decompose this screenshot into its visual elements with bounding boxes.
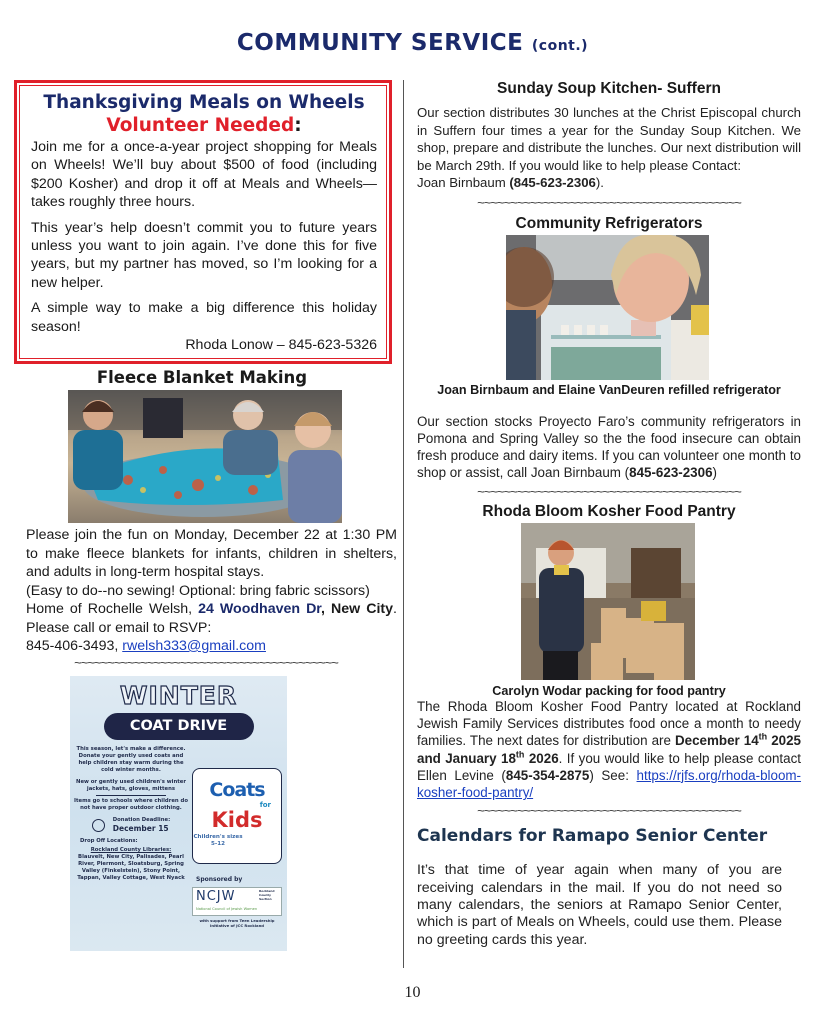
pantry-text: The Rhoda Bloom Kosher Food Pantry located at Rockland Jewish Family Services distributes food once a month to needy families. The next dates for distribution are [417, 698, 801, 749]
soup-kitchen-body [417, 104, 801, 192]
pantry-date-2-suffix: th [515, 749, 525, 760]
fridge-body [417, 413, 801, 482]
calendars-title: Calendars for Ramapo Senior Center [417, 826, 768, 847]
fridge-title: Community Refrigerators [515, 214, 703, 232]
thanksgiving-paragraph-3: A simple way to make a big difference this holiday season! [31, 300, 377, 335]
fridge-photo-illustration [506, 235, 709, 380]
pantry-link[interactable]: https://rjfs.org/rhoda-bloom-kosher-food-pantry/ [417, 767, 802, 801]
poster-libraries-label: Rockland County Libraries: [90, 847, 172, 854]
ncjw-section: Rockland County Section [259, 889, 275, 901]
poster-right-column [192, 768, 284, 928]
fleece-contact [26, 637, 397, 655]
thanksgiving-signature: Rhoda Lonow – 845-623-5326 [185, 337, 377, 354]
left-column [14, 80, 397, 951]
fleece-paragraph-2: (Easy to do--no sewing! Optional: bring fabric scissors) [26, 582, 370, 599]
pantry-date-2-year: 2026 [524, 750, 559, 766]
ncjw-logo [192, 887, 282, 916]
soup-contact-phone: (845-623-2306 [509, 175, 596, 190]
right-column [417, 80, 801, 949]
pantry-photo-illustration [521, 523, 695, 680]
soup-contact-name: Joan Birnbaum [417, 175, 510, 190]
pantry-caption: Carolyn Wodar packing for food pantry [492, 683, 726, 698]
page-subtitle: (cont.) [531, 38, 589, 54]
coat-drive-poster [70, 676, 287, 951]
ncjw-full-name: National Council of Jewish Women [196, 907, 258, 912]
fleece-city: , New City [321, 601, 394, 618]
soup-kitchen-title: Sunday Soup Kitchen- Suffern [497, 80, 721, 97]
pantry-date-1-suffix: th [758, 731, 768, 742]
logo-sizes: Children's sizes 5-12 [193, 834, 243, 848]
fleece-address: 24 Woodhaven Dr [198, 601, 322, 618]
volunteer-needed-heading [31, 115, 377, 136]
poster-left-text [74, 746, 188, 882]
volunteer-needed-text: Volunteer Needed [106, 115, 295, 136]
thanksgiving-paragraph-1: Join me for a once-a-year project shopping for Meals on Wheels! We’ll buy about $500 of food (including $200 Kosher) and drop it off at Meals and Wheels—takes roughly three hours. [31, 139, 377, 211]
pantry-date-2: 2025 and January 18 [417, 733, 801, 766]
poster-schools: Items go to schools where children do not have proper outdoor clothing. [74, 798, 188, 812]
page-title [0, 30, 825, 56]
fridge-caption: Joan Birnbaum and Elaine VanDeuren refilled refrigerator [437, 382, 781, 397]
logo-for: for [259, 801, 271, 810]
pantry-date-1: December 14 [674, 733, 759, 749]
poster-sponsored: Sponsored by [196, 876, 243, 884]
poster-intro: This season, let's make a difference. Donate your gently used coats and help children stay warm during the cold winter months. [76, 746, 186, 774]
fleece-title: Fleece Blanket Making [96, 368, 308, 388]
poster-deadline-label: Donation Deadline: [112, 817, 171, 824]
pantry-photo [521, 523, 695, 680]
pantry-body [417, 698, 801, 802]
fleece-rsvp: . Please call or email to RSVP: [26, 601, 397, 636]
page-title-text: COMMUNITY SERVICE [236, 30, 524, 56]
poster-rule [96, 795, 166, 796]
soup-contact-end: ). [595, 175, 604, 190]
coats-for-kids-logo [192, 768, 282, 864]
fleece-paragraph-1: Please join the fun on Monday, December 22 at 1:30 PM to make fleece blankets for infants, children in shelters, and adults in long-term hospital stays. [26, 527, 397, 581]
fleece-photo-illustration [68, 390, 342, 523]
section-divider: ~~~~~~~~~~~~~~~~~~~~~~~~~~~~~~~~~~~~~~~~ [74, 656, 338, 671]
poster-deadline-row [74, 817, 188, 833]
volunteer-colon: : [294, 115, 302, 136]
logo-coats: Coats [209, 779, 265, 802]
alarm-clock-icon [92, 819, 105, 832]
poster-deadline: December 15 [112, 824, 169, 834]
column-divider [403, 80, 404, 968]
fridge-phone: 845-623-2306 [629, 465, 713, 481]
poster-items: New or gently used children's winter jackets, hats, gloves, mittens [76, 779, 186, 793]
section-divider: ~~~~~~~~~~~~~~~~~~~~~~~~~~~~~~~~~~~~~~~~ [477, 195, 741, 210]
fleece-photo [68, 390, 342, 523]
poster-deadline-block [113, 817, 170, 833]
ncjw-letters: NCJW [196, 889, 236, 905]
pantry-phone: 845-354-2875 [505, 767, 590, 783]
fleece-phone: 845-406-3493, [26, 637, 123, 654]
fridge-end: ) [712, 465, 717, 481]
poster-support: with support from Teen Leadership Initiative of JCC Rockland [199, 918, 275, 929]
thanksgiving-title: Thanksgiving Meals on Wheels [43, 92, 365, 113]
thanksgiving-box [14, 80, 392, 364]
fleece-paragraph-3 [26, 600, 397, 637]
logo-kids: Kids [211, 808, 263, 833]
calendars-body: It’s that time of year again when many of you are receiving calendars in the mail. If you do not need so many calendars, the seniors at Ramapo Senior Center, which is part of Meals on Wheels, could use them. Please no greeting cards this year. [417, 862, 782, 948]
poster-coat-drive-banner: COAT DRIVE [104, 713, 254, 740]
fleece-email-link[interactable]: rwelsh333@gmail.com [122, 637, 266, 654]
thanksgiving-paragraph-2: This year’s help doesn’t commit you to future years unless you want to join again. I’ve done this for five years, but my partner has moved, so I’m looking for a new helper. [31, 219, 377, 291]
fleece-host: Home of Rochelle Welsh, [26, 601, 199, 618]
poster-libraries: Blauvelt, New City, Palisades, Pearl River, Piermont, Sloatsburg, Spring Valley (Finkelstein), Stony Point, Tappan, Valley Cottage, West Nyack [77, 854, 185, 882]
poster-winter-heading: WINTER [119, 681, 238, 711]
fleece-body [14, 523, 397, 670]
pantry-see: ) See: [589, 767, 637, 783]
fridge-text: Our section stocks Proyecto Faro’s community refrigerators in Pomona and Spring Valley so the the food insecure can obtain fresh produce and dairy items. If you can volunteer one month to shop or assist, call Joan Birnbaum ( [417, 413, 801, 481]
page-number: 10 [404, 984, 421, 1001]
section-divider: ~~~~~~~~~~~~~~~~~~~~~~~~~~~~~~~~~~~~~~~~ [477, 804, 741, 819]
pantry-title: Rhoda Bloom Kosher Food Pantry [482, 502, 736, 520]
soup-kitchen-text: Our section distributes 30 lunches at the Christ Episcopal church in Suffern four times a year for the Sunday Soup Kitchen. We shop, prepare and distribute the lunches. Our next distribution will be March 29th. If you would like to help please Contact: [417, 105, 801, 173]
poster-dropoff-label: Drop Off Locations: [80, 838, 138, 845]
pantry-contact-text: . If you would like to help please contact Ellen Levine ( [417, 750, 801, 783]
fridge-photo [506, 235, 709, 380]
section-divider: ~~~~~~~~~~~~~~~~~~~~~~~~~~~~~~~~~~~~~~~~ [477, 484, 741, 499]
